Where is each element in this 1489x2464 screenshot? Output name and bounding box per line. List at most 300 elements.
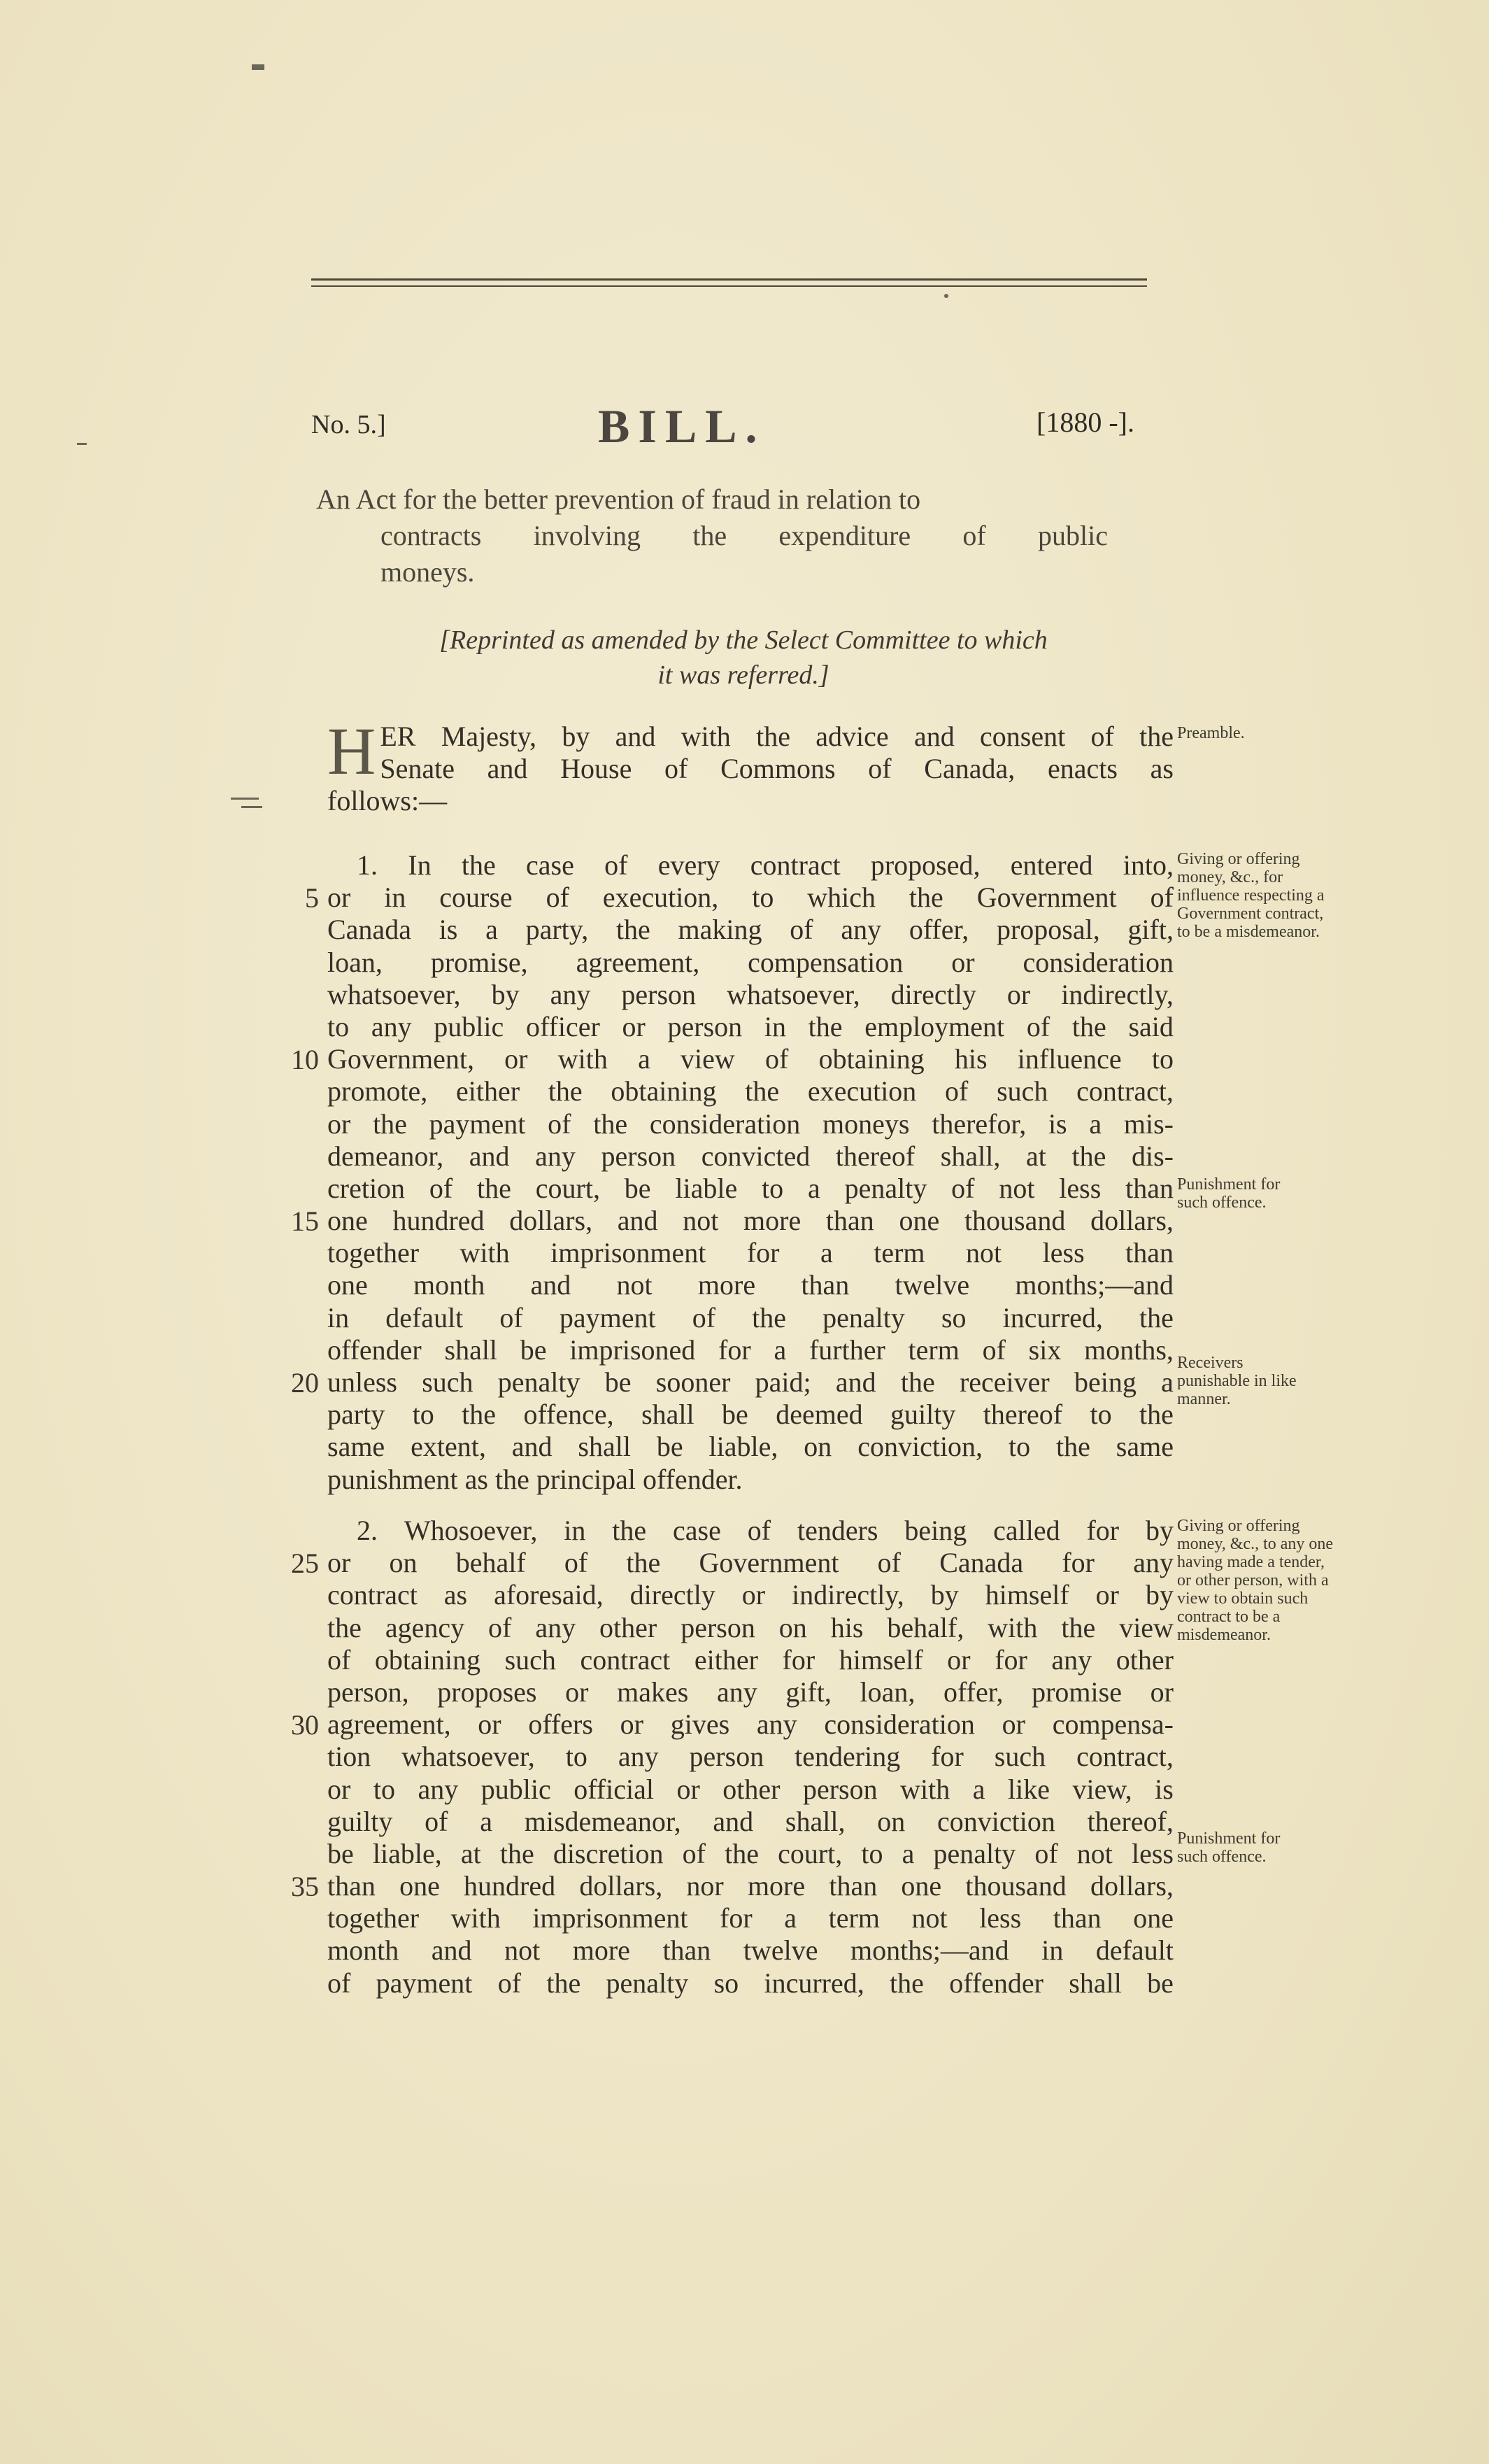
- section-1-line: [327, 1075, 1174, 1107]
- word: advice: [815, 721, 889, 752]
- word: the: [808, 1010, 843, 1042]
- word: person: [601, 1140, 676, 1172]
- word: thereof: [835, 1140, 916, 1172]
- word: of: [425, 1805, 448, 1837]
- word: a: [784, 1902, 797, 1934]
- word: any: [1133, 1547, 1174, 1579]
- section-1-line: [327, 1269, 1174, 1301]
- section-1-line: [327, 914, 1174, 946]
- ink-speck: [944, 294, 948, 298]
- word: whatsoever,: [401, 1741, 535, 1773]
- word: any: [535, 1611, 576, 1643]
- word: promote,: [327, 1075, 428, 1107]
- word: with: [681, 721, 731, 752]
- section-1-line: [327, 1237, 1174, 1269]
- word: view: [681, 1043, 735, 1075]
- act-title-line: An Act for the better prevention of fraud in relation to: [316, 483, 921, 515]
- word: imprisoned: [569, 1333, 696, 1366]
- word: such: [994, 1741, 1046, 1773]
- word: Whosoever,: [404, 1515, 538, 1546]
- word: less: [1042, 1237, 1085, 1269]
- word: the: [1056, 1431, 1090, 1463]
- word: of: [546, 881, 569, 914]
- word: to: [861, 1837, 883, 1869]
- word: or: [947, 1643, 971, 1676]
- word: obtaining: [611, 1075, 717, 1107]
- word: of: [1034, 1837, 1058, 1869]
- word: one: [399, 1870, 440, 1902]
- word: any: [841, 914, 882, 946]
- word: thereof,: [1087, 1805, 1174, 1837]
- word: be: [1147, 1967, 1174, 1999]
- word: payment: [429, 1107, 526, 1140]
- word: with: [459, 1237, 510, 1269]
- word: less: [979, 1902, 1022, 1934]
- word: himself: [839, 1643, 923, 1676]
- word: any: [371, 1010, 412, 1042]
- word: penalty: [933, 1837, 1016, 1869]
- word: the: [725, 1837, 759, 1869]
- word: on: [778, 1611, 807, 1643]
- section-1-line: [327, 1140, 1174, 1173]
- section-2-line: [327, 1676, 1174, 1708]
- act-title: [316, 481, 1176, 590]
- word: consent: [980, 721, 1066, 752]
- word: by: [1145, 1515, 1174, 1546]
- word: of: [327, 1643, 351, 1676]
- word: sooner: [655, 1366, 731, 1398]
- word: tion: [327, 1741, 371, 1773]
- word: twelve: [895, 1269, 970, 1301]
- word: paid;: [755, 1366, 811, 1398]
- word: being: [904, 1515, 967, 1546]
- word: dollars,: [1090, 1205, 1174, 1237]
- word: for: [782, 1643, 815, 1676]
- reprint-notice: [355, 623, 1132, 693]
- word: of: [868, 753, 892, 785]
- word: moneys: [822, 1107, 910, 1140]
- section-2-line: [327, 1708, 1174, 1741]
- word: in: [764, 1010, 786, 1042]
- word: the: [1061, 1611, 1096, 1643]
- word: or: [951, 946, 975, 978]
- word: is: [1048, 1107, 1067, 1140]
- line-number: 15: [291, 1205, 319, 1237]
- word: less: [1059, 1172, 1102, 1204]
- word: than: [1125, 1237, 1174, 1269]
- word: his: [830, 1611, 864, 1643]
- word: thereof: [983, 1399, 1063, 1431]
- word: liable: [675, 1172, 738, 1204]
- word: of: [790, 914, 813, 946]
- section-1-line: [327, 1173, 1174, 1205]
- word: every: [657, 849, 720, 881]
- word: any: [716, 1676, 757, 1708]
- word: imprisonment: [532, 1902, 688, 1934]
- line-number: 30: [291, 1709, 319, 1741]
- word: as: [443, 1579, 468, 1611]
- word: month: [327, 1934, 399, 1967]
- reprint-line: it was referred.]: [657, 660, 829, 690]
- word: than: [825, 1205, 874, 1237]
- word: in: [564, 1515, 586, 1546]
- word: any: [1051, 1643, 1092, 1676]
- word: of: [1150, 881, 1174, 914]
- word: any: [418, 1773, 459, 1805]
- word: court,: [535, 1172, 600, 1204]
- word: the: [548, 1075, 583, 1107]
- word: other: [599, 1611, 657, 1643]
- line-number: 20: [291, 1367, 319, 1399]
- word: gift,: [1127, 914, 1174, 946]
- word: imprisonment: [550, 1237, 706, 1269]
- ink-speck: [241, 806, 262, 808]
- word: of: [951, 1172, 975, 1204]
- word: contract: [750, 849, 841, 881]
- word: obtaining: [818, 1043, 925, 1075]
- margin-note-punishment: Punishment for such offence.: [1177, 1829, 1281, 1866]
- word: shall,: [940, 1140, 1001, 1172]
- word: or: [1150, 1676, 1174, 1708]
- word: himself: [985, 1579, 1069, 1611]
- word: deemed: [776, 1399, 863, 1431]
- word: Government: [699, 1547, 839, 1579]
- word: one: [1133, 1902, 1174, 1934]
- word: to: [565, 1741, 587, 1773]
- word: of: [548, 1107, 571, 1140]
- word: a: [480, 1805, 492, 1837]
- word: mis-: [1123, 1107, 1174, 1140]
- word: whatsoever,: [327, 978, 461, 1010]
- word: by: [562, 721, 590, 752]
- word: guilty: [890, 1399, 956, 1431]
- word: and: [511, 1431, 553, 1463]
- word: is: [1155, 1773, 1174, 1805]
- word: than: [662, 1934, 711, 1967]
- word: such: [997, 1075, 1048, 1107]
- word: months;—and: [850, 1934, 1009, 1967]
- word: same: [327, 1431, 385, 1463]
- word: shall: [578, 1431, 631, 1463]
- word: term: [908, 1333, 960, 1366]
- word: the: [1139, 1399, 1174, 1431]
- word: a: [808, 1172, 820, 1204]
- preamble-line: [380, 753, 1174, 785]
- word: for: [720, 1902, 753, 1934]
- word: be: [327, 1837, 354, 1869]
- word: directly: [890, 978, 976, 1010]
- word: payment: [559, 1301, 656, 1333]
- word: not: [911, 1902, 948, 1934]
- word: or: [676, 1773, 700, 1805]
- word: offence,: [523, 1399, 614, 1431]
- word: on: [389, 1547, 418, 1579]
- section-1-line: [327, 1302, 1174, 1334]
- word: public: [1037, 520, 1108, 551]
- word: therefor,: [932, 1107, 1027, 1140]
- word: thousand: [965, 1870, 1067, 1902]
- word: making: [678, 914, 762, 946]
- word: contract: [327, 1579, 418, 1611]
- word: not: [999, 1172, 1035, 1204]
- ink-speck: [252, 64, 264, 70]
- word: to: [1151, 1043, 1174, 1075]
- word: be: [656, 1431, 683, 1463]
- word: shall: [1069, 1967, 1122, 1999]
- word: involving: [533, 520, 641, 551]
- margin-note-receivers: Receivers punishable in like manner.: [1177, 1354, 1297, 1408]
- word: conviction,: [857, 1431, 983, 1463]
- word: penalty: [844, 1172, 927, 1204]
- word: of: [488, 1611, 512, 1643]
- word: so: [941, 1301, 967, 1333]
- word: Senate: [380, 753, 455, 785]
- word: contract,: [1076, 1741, 1174, 1773]
- word: official: [573, 1773, 654, 1805]
- bill-year: [1880 -].: [1036, 406, 1134, 438]
- word: be: [722, 1399, 748, 1431]
- section-2-line: [327, 1515, 1174, 1547]
- word: such: [504, 1643, 556, 1676]
- word: liable,: [708, 1431, 778, 1463]
- word: of: [877, 1547, 901, 1579]
- word: convicted: [701, 1140, 811, 1172]
- word: the: [756, 721, 790, 752]
- section-2-line: [327, 1741, 1174, 1773]
- word: case: [673, 1515, 721, 1546]
- word: of: [765, 1043, 789, 1075]
- word: of: [1090, 721, 1114, 752]
- word: contract: [580, 1643, 671, 1676]
- line-number: 5: [305, 882, 319, 914]
- word: penalty: [822, 1301, 905, 1333]
- word: further: [808, 1333, 885, 1366]
- word: at: [460, 1837, 481, 1869]
- drop-cap: H: [327, 714, 376, 788]
- word: to: [1090, 1399, 1112, 1431]
- word: a: [485, 914, 498, 946]
- word: for: [995, 1643, 1027, 1676]
- word: same: [1116, 1431, 1174, 1463]
- word: shall,: [785, 1805, 846, 1837]
- word: less: [1132, 1837, 1174, 1869]
- margin-note-punishment: Punishment for such offence.: [1177, 1175, 1281, 1212]
- word: court,: [778, 1837, 843, 1869]
- word: offers: [528, 1708, 593, 1741]
- word: not: [1076, 1837, 1113, 1869]
- word: any: [550, 978, 591, 1010]
- word: one: [327, 1205, 368, 1237]
- word: and: [469, 1140, 510, 1172]
- word: months,: [1084, 1333, 1174, 1366]
- word: as: [1150, 753, 1174, 785]
- word: is: [439, 914, 458, 946]
- preamble-line: follows:—: [327, 785, 448, 817]
- word: offender: [327, 1333, 422, 1366]
- word: any: [618, 1741, 659, 1773]
- word: for: [718, 1333, 751, 1366]
- word: the: [499, 1837, 534, 1869]
- word: than: [801, 1269, 850, 1301]
- section-1-line: [327, 1399, 1174, 1431]
- margin-note-giving-offering: Giving or offering money, &c., for influence respecting a Government contract, to be a misdemeanor.: [1177, 850, 1325, 941]
- word: Canada: [327, 914, 411, 946]
- word: other: [1116, 1643, 1174, 1676]
- word: or: [1002, 1708, 1025, 1741]
- word: officer: [525, 1010, 600, 1042]
- section-1-line: [327, 1011, 1174, 1043]
- word: other: [722, 1773, 781, 1805]
- section-2: [327, 1515, 1174, 1999]
- word: not: [966, 1237, 1002, 1269]
- word: not: [504, 1934, 541, 1967]
- word: one: [901, 1870, 942, 1902]
- word: liable,: [372, 1837, 442, 1869]
- word: by: [491, 978, 520, 1010]
- word: expenditure: [778, 520, 911, 551]
- word: more: [697, 1269, 756, 1301]
- word: to: [373, 1773, 395, 1805]
- word: the: [373, 1107, 407, 1140]
- word: with: [900, 1773, 950, 1805]
- bill-number: No. 5.]: [311, 410, 386, 439]
- word: thousand: [964, 1205, 1066, 1237]
- word: promise: [1032, 1676, 1122, 1708]
- section-1-line: [327, 1043, 1174, 1075]
- word: aforesaid,: [494, 1579, 604, 1611]
- word: penalty: [497, 1366, 580, 1398]
- word: Canada: [939, 1547, 1024, 1579]
- word: demeanor,: [327, 1140, 444, 1172]
- word: influence: [1017, 1043, 1122, 1075]
- word: or: [327, 881, 351, 914]
- word: or: [327, 1107, 351, 1140]
- word: or: [327, 1547, 351, 1579]
- word: consideration: [824, 1708, 975, 1741]
- word: of: [604, 849, 628, 881]
- word: such: [422, 1366, 473, 1398]
- word: term: [828, 1902, 880, 1934]
- word: misdemeanor,: [524, 1805, 681, 1837]
- word: of: [692, 1301, 716, 1333]
- word: enacts: [1047, 753, 1118, 785]
- word: being: [1074, 1366, 1137, 1398]
- section-2-line: [327, 1902, 1174, 1934]
- word: be: [604, 1366, 632, 1398]
- word: for: [931, 1741, 964, 1773]
- preamble: [327, 714, 1174, 818]
- section-2-line: [327, 1644, 1174, 1676]
- word: 1.: [357, 849, 378, 881]
- word: person: [681, 1611, 755, 1643]
- word: the: [890, 1967, 924, 1999]
- section-2-line: [327, 1773, 1174, 1806]
- word: dollars,: [509, 1205, 593, 1237]
- word: agreement,: [576, 946, 700, 978]
- word: to: [1008, 1431, 1031, 1463]
- word: of: [499, 1301, 523, 1333]
- word: or: [620, 1708, 643, 1741]
- word: contract,: [1076, 1075, 1174, 1107]
- word: the: [745, 1075, 780, 1107]
- word: shall: [641, 1399, 694, 1431]
- word: on: [877, 1805, 906, 1837]
- section-1: [327, 849, 1174, 1496]
- word: compensation: [748, 946, 904, 978]
- word: to: [327, 1010, 350, 1042]
- word: consideration: [649, 1107, 801, 1140]
- word: Commons: [720, 753, 836, 785]
- word: conviction: [937, 1805, 1055, 1837]
- word: execution: [807, 1075, 917, 1107]
- word: the: [461, 849, 496, 881]
- word: than: [1053, 1902, 1102, 1934]
- word: view: [1119, 1611, 1174, 1643]
- line-number: 10: [291, 1044, 319, 1075]
- word: proposes: [437, 1676, 537, 1708]
- word: not: [616, 1269, 653, 1301]
- word: to: [412, 1399, 434, 1431]
- word: person: [621, 978, 697, 1010]
- word: contracts: [380, 520, 482, 551]
- word: gift,: [785, 1676, 832, 1708]
- word: the: [477, 1172, 511, 1204]
- word: a: [638, 1043, 650, 1075]
- word: than: [1125, 1172, 1174, 1204]
- word: House: [560, 753, 632, 785]
- top-rule: [311, 278, 1147, 281]
- word: his: [954, 1043, 988, 1075]
- word: the: [327, 1611, 362, 1643]
- word: loan,: [860, 1676, 916, 1708]
- word: the: [612, 1515, 647, 1546]
- word: default: [1095, 1934, 1174, 1967]
- act-title-line: moneys.: [380, 556, 475, 588]
- word: obtaining: [374, 1643, 480, 1676]
- word: cretion: [327, 1172, 406, 1204]
- word: one: [899, 1205, 940, 1237]
- word: public: [434, 1010, 504, 1042]
- word: extent,: [411, 1431, 486, 1463]
- ink-speck: [231, 798, 259, 800]
- word: In: [408, 849, 432, 881]
- word: into,: [1123, 849, 1174, 881]
- word: so: [713, 1967, 739, 1999]
- word: on: [804, 1431, 832, 1463]
- word: and: [431, 1934, 472, 1967]
- word: together: [327, 1237, 420, 1269]
- word: be: [520, 1333, 547, 1366]
- word: unless: [327, 1366, 397, 1398]
- word: more: [572, 1934, 630, 1967]
- word: than: [327, 1870, 376, 1902]
- word: agency: [385, 1611, 465, 1643]
- word: shall: [444, 1333, 498, 1366]
- word: the: [615, 914, 650, 946]
- word: hundred: [464, 1870, 556, 1902]
- section-2-line: [327, 1934, 1174, 1967]
- section-2-line: [327, 1967, 1174, 1999]
- section-1-line: [327, 881, 1174, 914]
- word: behalf: [455, 1547, 526, 1579]
- word: payment: [376, 1967, 473, 1999]
- word: gives: [670, 1708, 730, 1741]
- word: of: [429, 1172, 453, 1204]
- word: of: [564, 1547, 588, 1579]
- word: with: [988, 1611, 1038, 1643]
- word: the: [900, 1366, 935, 1398]
- section-1-line: [327, 849, 1174, 881]
